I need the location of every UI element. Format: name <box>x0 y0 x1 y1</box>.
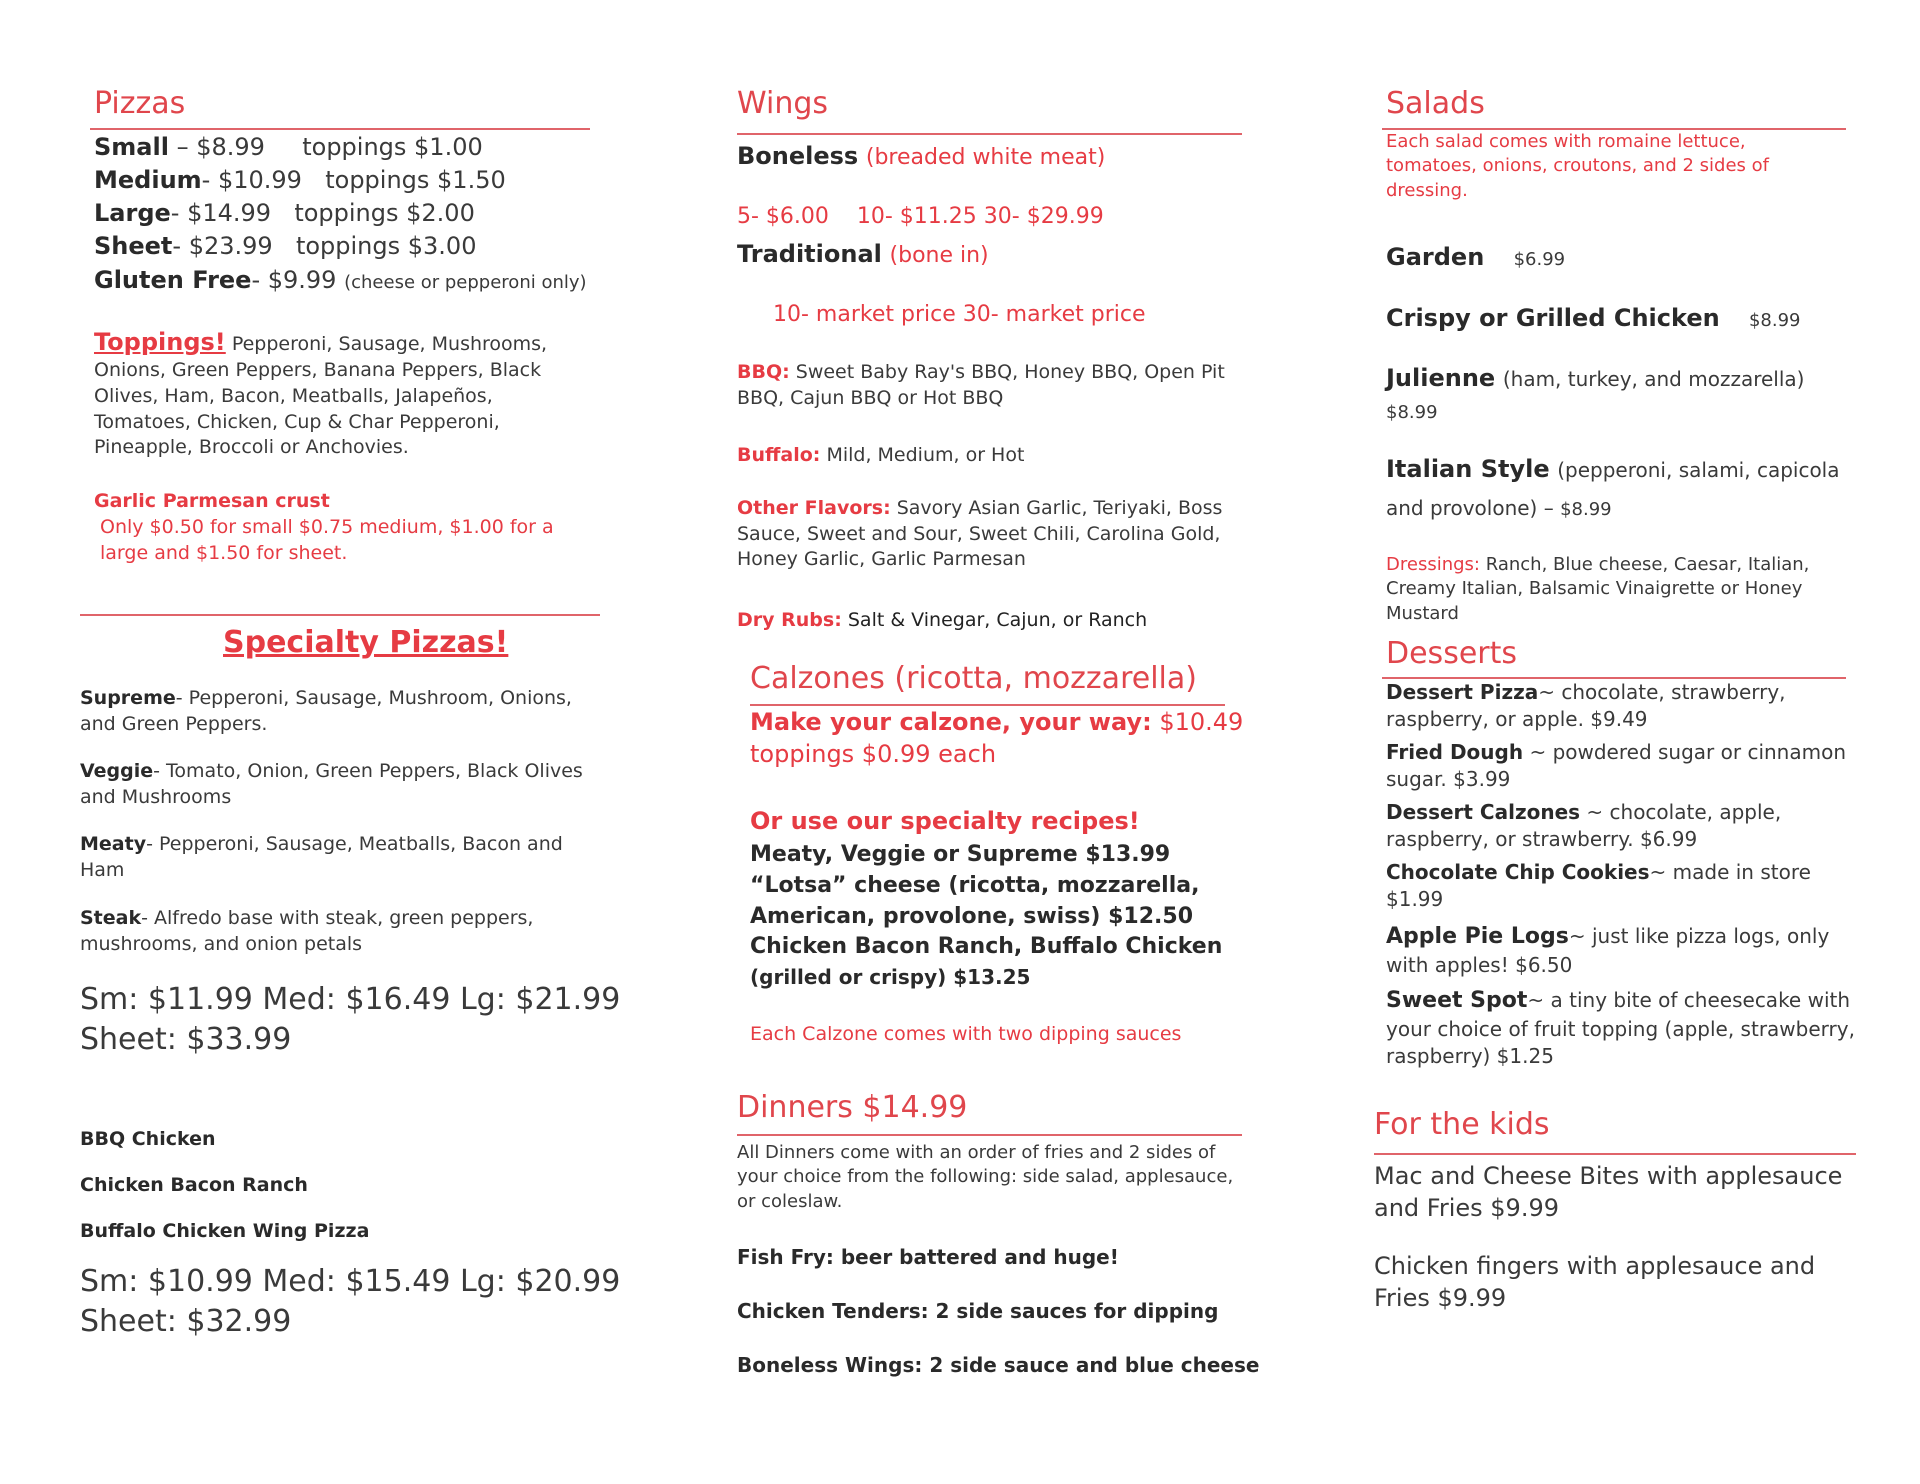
calzones-specialty-label: Or use our specialty recipes! <box>750 807 1140 835</box>
toppings-line1: Pepperoni, Sausage, Mushrooms, <box>231 333 548 355</box>
dessert-desc: ~ just like pizza logs, only with apples! $6.50 <box>1386 924 1830 977</box>
size-name: Small <box>94 133 169 161</box>
calzones-line: (grilled or crispy) $13.25 <box>750 965 1031 989</box>
item-name: Supreme <box>80 687 176 709</box>
wings-boneless-prices: 5- $6.00 10- $11.25 30- $29.99 <box>737 204 1104 229</box>
dessert-item <box>1386 986 1856 1070</box>
salad-desc: and provolone) – <box>1386 496 1554 520</box>
salads-title: Salads <box>1386 86 1485 121</box>
gluten-note: (cheese or pepperoni only) <box>344 272 587 293</box>
calzones-line: Chicken Bacon Ranch, Buffalo Chicken <box>750 934 1223 959</box>
dry-text: Salt & Vinegar, Cajun, or Ranch <box>847 609 1148 631</box>
dinners-item: Fish Fry: beer battered and huge! <box>737 1245 1119 1269</box>
item-name: Veggie <box>80 760 154 782</box>
size-toppings: toppings $2.00 <box>294 199 475 227</box>
dressings-label: Dressings: <box>1386 554 1480 575</box>
salad-julienne <box>1386 364 1804 393</box>
dessert-name: Apple Pie Logs <box>1386 924 1569 949</box>
item-name: Steak <box>80 907 142 929</box>
desserts-title: Desserts <box>1386 636 1518 671</box>
wings-rule <box>737 133 1242 135</box>
dinners-item: Chicken Tenders: 2 side sauces for dipping <box>737 1299 1219 1323</box>
salads-intro: Each salad comes with romaine lettuce, tomatoes, onions, croutons, and 2 sides of dressing. <box>1386 131 1769 201</box>
dessert-desc: ~ a tiny bite of cheesecake with your choice of fruit topping (apple, strawberry, raspberry) $1.25 <box>1386 988 1855 1068</box>
pizza-size-sheet <box>94 232 476 261</box>
salad-name: Italian Style <box>1386 455 1550 483</box>
pizzas-title: Pizzas <box>94 86 186 121</box>
salad-garden <box>1386 243 1565 272</box>
dessert-name: Dessert Pizza <box>1386 680 1539 704</box>
specialty-price2-line1: Sm: $10.99 Med: $15.49 Lg: $20.99 <box>80 1264 621 1299</box>
dinners-intro: All Dinners come with an order of fries and 2 sides of your choice from the following: side salad, applesauce, or coleslaw. <box>737 1142 1234 1212</box>
pizza-size-large <box>94 199 475 228</box>
calzones-note: Each Calzone comes with two dipping sauces <box>750 1023 1182 1045</box>
item-desc: - Tomato, Onion, Green Peppers, Black Olives and Mushrooms <box>80 760 583 808</box>
salad-name: Julienne <box>1386 364 1496 392</box>
size-toppings: toppings $3.00 <box>295 232 477 260</box>
dinners-title: Dinners $14.99 <box>737 1090 968 1125</box>
wings-traditional <box>737 240 989 269</box>
salad-italian-line2 <box>1386 496 1612 521</box>
salad-chicken <box>1386 304 1801 333</box>
toppings-list: Onions, Green Peppers, Banana Peppers, Black Olives, Ham, Bacon, Meatballs, Jalapeños, Tomatoes, Chicken, Cup & Char Pepperoni, Pineapple, Broccoli or Anchovies. <box>94 359 542 459</box>
size-toppings: toppings $1.50 <box>325 166 506 194</box>
size-name: Large <box>94 199 171 227</box>
dessert-name: Fried Dough <box>1386 740 1524 764</box>
traditional-note: (bone in) <box>889 243 989 268</box>
pizza-size-medium <box>94 166 506 195</box>
salad-price: $6.99 <box>1513 249 1566 270</box>
dessert-desc: ~ made in store $1.99 <box>1386 860 1811 911</box>
size-price: - $10.99 <box>201 166 302 194</box>
pizzas-rule <box>90 128 590 130</box>
salad-desc: (ham, turkey, and mozzarella) <box>1502 367 1805 391</box>
specialty-item-veggie <box>80 759 590 810</box>
specialty-item-supreme <box>80 686 590 737</box>
item-name: Meaty <box>80 833 147 855</box>
dessert-item <box>1386 799 1856 853</box>
dessert-name: Dessert Calzones <box>1386 800 1581 824</box>
make-price: $10.49 <box>1159 708 1244 736</box>
kids-item: Chicken fingers with applesauce and Fries $9.99 <box>1374 1252 1816 1313</box>
salad-name: Garden <box>1386 243 1485 271</box>
dessert-item <box>1386 679 1856 733</box>
specialty-price-line2: Sheet: $33.99 <box>80 1022 292 1057</box>
pizza-size-small <box>94 133 483 162</box>
specialty-title: Specialty Pizzas! <box>223 625 509 660</box>
calzones-line: “Lotsa” cheese (ricotta, mozzarella, <box>750 873 1200 898</box>
boneless-label: Boneless <box>737 142 859 170</box>
salad-desc: (pepperoni, salami, capicola <box>1557 458 1840 482</box>
dessert-desc: ~ chocolate, apple, raspberry, or strawberry. $6.99 <box>1386 800 1782 851</box>
item-desc: - Pepperoni, Sausage, Meatballs, Bacon and Ham <box>80 833 563 881</box>
specialty-rule <box>80 614 600 616</box>
traditional-label: Traditional <box>737 240 882 268</box>
specialty-item-steak <box>80 906 590 957</box>
dessert-item <box>1386 922 1856 979</box>
pizza-gluten-free <box>94 266 587 295</box>
dinners-item: Boneless Wings: 2 side sauce and blue cheese <box>737 1353 1260 1377</box>
specialty-group2-item: Chicken Bacon Ranch <box>80 1174 308 1196</box>
size-name: Sheet <box>94 232 173 260</box>
dessert-desc: ~ chocolate, strawberry, raspberry, or apple. $9.49 <box>1386 680 1786 731</box>
gluten-price: - $9.99 <box>251 266 337 294</box>
salad-dressings <box>1386 553 1846 626</box>
calzones-title: Calzones (ricotta, mozzarella) <box>750 661 1197 696</box>
calzones-line: Meaty, Veggie or Supreme $13.99 <box>750 842 1171 867</box>
specialty-item-meaty <box>80 832 590 883</box>
toppings-label: Toppings! <box>94 328 226 356</box>
calzones-rule <box>750 704 1225 706</box>
salad-italian <box>1386 455 1840 484</box>
toppings-block <box>94 326 574 461</box>
buffalo-label: Buffalo: <box>737 444 821 466</box>
dessert-desc: ~ powdered sugar or cinnamon sugar. $3.99 <box>1386 740 1846 791</box>
dessert-item <box>1386 739 1856 793</box>
salad-price: $8.99 <box>1560 499 1612 520</box>
kids-title: For the kids <box>1374 1107 1550 1142</box>
specialty-group2-item: Buffalo Chicken Wing Pizza <box>80 1220 370 1242</box>
gluten-name: Gluten Free <box>94 266 252 294</box>
bbq-label: BBQ: <box>737 361 790 383</box>
wings-dry <box>737 608 1242 634</box>
make-label: Make your calzone, your way: <box>750 708 1152 736</box>
other-label: Other Flavors: <box>737 497 891 519</box>
kids-rule <box>1374 1153 1856 1155</box>
buffalo-text: Mild, Medium, or Hot <box>826 444 1025 466</box>
salad-julienne-price: $8.99 <box>1386 402 1438 423</box>
size-price: - $14.99 <box>170 199 272 227</box>
wings-bbq <box>737 360 1242 411</box>
wings-traditional-prices: 10- market price 30- market price <box>773 302 1146 327</box>
wings-buffalo <box>737 443 1242 469</box>
calzones-make <box>750 708 1243 737</box>
salad-price: $8.99 <box>1748 310 1801 331</box>
other-text: Savory Asian Garlic, Teriyaki, Boss Sauce, Sweet and Sour, Sweet Chili, Carolina Gold, Honey Garlic, Garlic Parmesan <box>737 497 1223 571</box>
item-desc: - Alfredo base with steak, green peppers, mushrooms, and onion petals <box>80 907 534 955</box>
size-name: Medium <box>94 166 202 194</box>
dressings-text: Ranch, Blue cheese, Caesar, Italian, Creamy Italian, Balsamic Vinaigrette or Honey Mustard <box>1386 554 1810 624</box>
dessert-item <box>1386 859 1856 913</box>
size-price: – $8.99 <box>176 133 265 161</box>
specialty-price2-line2: Sheet: $32.99 <box>80 1304 292 1339</box>
wings-title: Wings <box>737 86 829 121</box>
dessert-name: Chocolate Chip Cookies <box>1386 860 1650 884</box>
boneless-note: (breaded white meat) <box>865 145 1106 170</box>
size-toppings: toppings $1.00 <box>302 133 483 161</box>
dry-label: Dry Rubs: <box>737 609 842 631</box>
bbq-text: Sweet Baby Ray's BBQ, Honey BBQ, Open Pit BBQ, Cajun BBQ or Hot BBQ <box>737 361 1225 409</box>
specialty-group2-item: BBQ Chicken <box>80 1128 216 1150</box>
item-desc: - Pepperoni, Sausage, Mushroom, Onions, and Green Peppers. <box>80 687 572 735</box>
garlic-text: Only $0.50 for small $0.75 medium, $1.00 for a large and $1.50 for sheet. <box>100 516 554 564</box>
calzones-line: American, provolone, swiss) $12.50 <box>750 904 1194 929</box>
wings-boneless <box>737 142 1105 171</box>
calzones-toppings: toppings $0.99 each <box>750 740 997 768</box>
specialty-price-line1: Sm: $11.99 Med: $16.49 Lg: $21.99 <box>80 982 621 1017</box>
size-price: - $23.99 <box>172 232 273 260</box>
dessert-name: Sweet Spot <box>1386 988 1528 1013</box>
kids-item: Mac and Cheese Bites with applesauce and Fries $9.99 <box>1374 1162 1843 1223</box>
dinners-rule <box>737 1134 1242 1136</box>
garlic-title: Garlic Parmesan crust <box>94 490 330 512</box>
wings-other <box>737 496 1242 573</box>
salad-name: Crispy or Grilled Chicken <box>1386 304 1720 332</box>
